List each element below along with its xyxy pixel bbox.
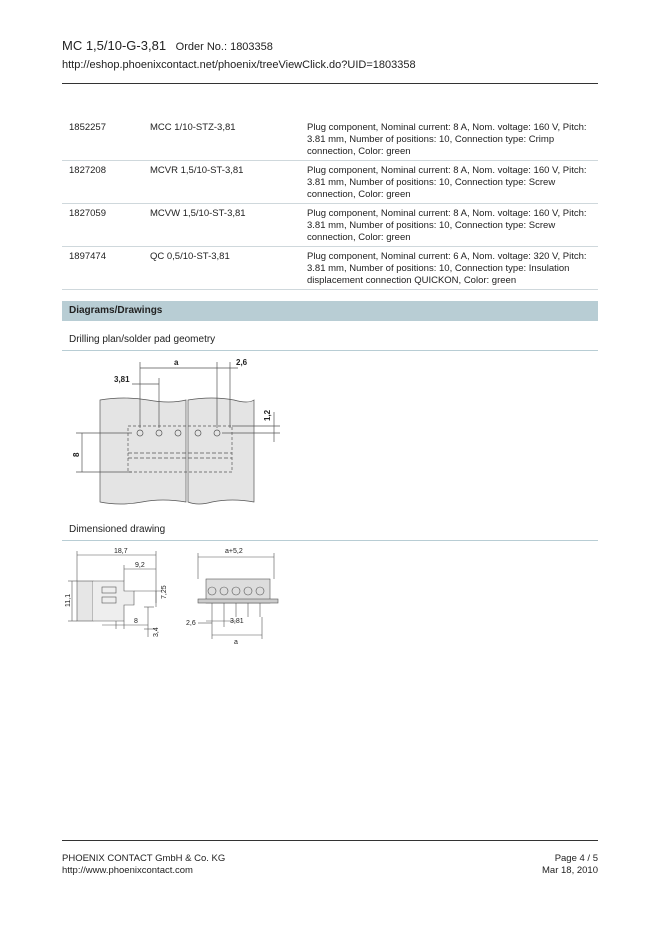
order-no-cell: 1897474 — [62, 247, 150, 290]
table-row — [62, 204, 598, 247]
dimensioned-label: Dimensioned drawing — [69, 524, 166, 535]
dim-height: 8 — [72, 452, 81, 457]
section-header — [62, 301, 598, 321]
dim-height-2: 7,25 — [161, 585, 168, 599]
table-row — [62, 161, 598, 204]
dim-total: a+5,2 — [225, 548, 243, 555]
dim-width: 18,7 — [114, 548, 128, 555]
type-cell: MCC 1/10-STZ-3,81 — [150, 118, 307, 161]
dimensioned-drawing — [62, 543, 292, 648]
company-name: PHOENIX CONTACT GmbH & Co. KG — [62, 853, 226, 864]
type-cell: MCVW 1,5/10-ST-3,81 — [150, 204, 307, 247]
section-title: Diagrams/Drawings — [69, 305, 163, 316]
description-cell: Plug component, Nominal current: 8 A, Nom. voltage: 160 V, Pitch: 3.81 mm, Number of positions: 10, Connection type: Screw connection, Color: green — [307, 161, 598, 204]
dim-inner: 9,2 — [135, 562, 145, 569]
dim-a: a — [174, 358, 179, 367]
type-cell: QC 0,5/10-ST-3,81 — [150, 247, 307, 290]
table-row — [62, 118, 598, 161]
dim-front-pitch: 3,81 — [230, 618, 244, 625]
drilling-divider — [62, 350, 598, 351]
product-url[interactable]: http://eshop.phoenixcontact.net/phoenix/treeViewClick.do?UID=1803358 — [62, 59, 416, 71]
description-cell: Plug component, Nominal current: 8 A, Nom. voltage: 160 V, Pitch: 3.81 mm, Number of positions: 10, Connection type: Screw connection, Color: green — [307, 204, 598, 247]
drilling-plan-drawing — [62, 352, 322, 512]
dim-total-height: 11,1 — [65, 593, 72, 607]
dim-front-edge: 2,6 — [186, 620, 196, 627]
product-title: MC 1,5/10-G-3,81 — [62, 38, 167, 53]
dim-front-a: a — [234, 639, 238, 646]
description-cell: Plug component, Nominal current: 8 A, Nom. voltage: 160 V, Pitch: 3.81 mm, Number of positions: 10, Connection type: Crimp connection, Color: green — [307, 118, 598, 161]
type-cell: MCVR 1,5/10-ST-3,81 — [150, 161, 307, 204]
page-header — [62, 38, 598, 72]
dim-pin: 3,4 — [153, 627, 160, 637]
drilling-label: Drilling plan/solder pad geometry — [69, 334, 216, 345]
print-date: Mar 18, 2010 — [542, 865, 598, 876]
page-number: Page 4 / 5 — [554, 853, 598, 864]
accessories-table — [62, 118, 598, 290]
order-no-cell: 1852257 — [62, 118, 150, 161]
footer-divider — [62, 840, 598, 841]
title-line — [62, 38, 598, 55]
table-row — [62, 247, 598, 290]
dim-edge: 2,6 — [236, 358, 248, 367]
dimensioned-divider — [62, 540, 598, 541]
order-no-cell: 1827208 — [62, 161, 150, 204]
description-cell: Plug component, Nominal current: 6 A, Nom. voltage: 320 V, Pitch: 3.81 mm, Number of positions: 10, Connection type: Insulation displacement connection QUICKON, Color: green — [307, 247, 598, 290]
dim-offset: 1,2 — [263, 409, 272, 421]
dim-pitch: 3,81 — [114, 375, 130, 384]
order-number: Order No.: 1803358 — [175, 41, 273, 53]
order-no-cell: 1827059 — [62, 204, 150, 247]
company-website[interactable]: http://www.phoenixcontact.com — [62, 865, 193, 876]
header-divider — [62, 83, 598, 84]
dim-depth: 8 — [134, 618, 138, 625]
